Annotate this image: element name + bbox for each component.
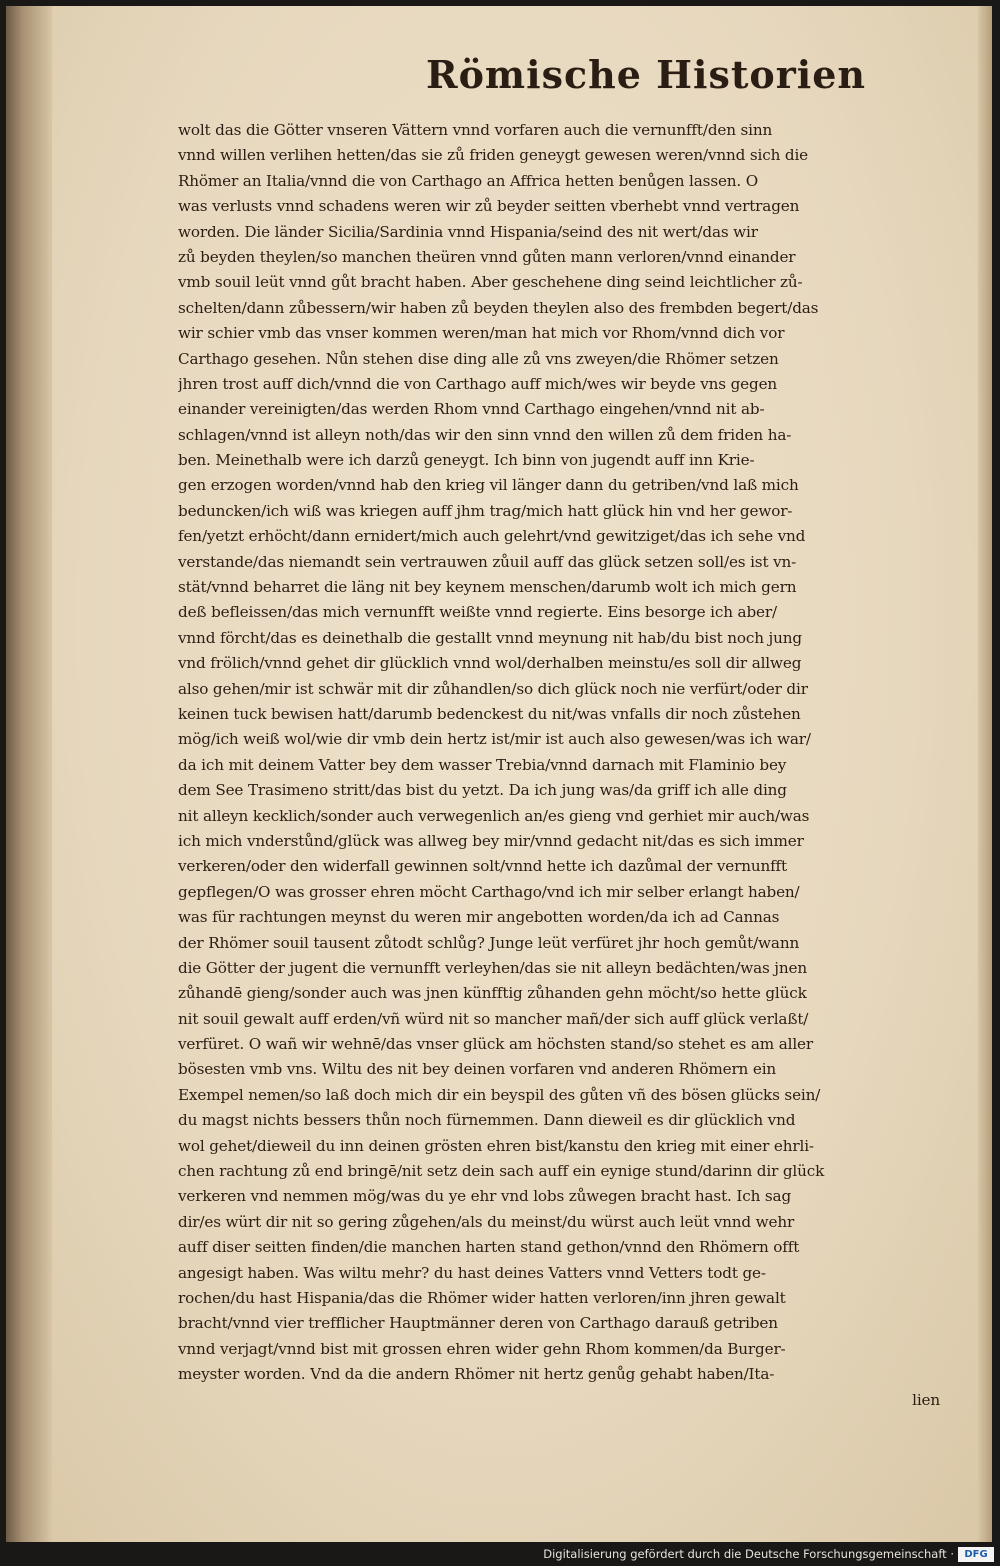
text-line: vnnd willen verlihen hetten/das sie zů friden geneygt gewesen weren/vnnd sich die [178, 146, 808, 165]
text-line: dir/es würt dir nit so gering zůgehen/als du meinst/du würst auch leüt vnnd wehr [178, 1212, 795, 1231]
text-line: Exempel nemen/so laß doch mich dir ein beyspil des gůten vñ des bösen glücks sein/ [178, 1085, 821, 1104]
text-line: meyster worden. Vnd da die andern Rhömer nit hertz genůg gehabt haben/Ita- [178, 1365, 775, 1384]
text-line: bracht/vnnd vier trefflicher Hauptmänner deren von Carthago darauß getriben [178, 1314, 778, 1333]
text-line: was verlusts vnnd schadens weren wir zů beyder seitten vberhebt vnnd vertragen [178, 197, 800, 216]
text-line: keinen tuck bewisen hatt/darumb bedenckest du nit/was vnfalls dir noch zůstehen [178, 704, 801, 723]
text-line: schlagen/vnnd ist alleyn noth/das wir den sinn vnnd den willen zů dem friden ha- [178, 425, 792, 444]
text-line: verkeren vnd nemmen mög/was du ye ehr vnd lobs zůwegen bracht hast. Ich sag [178, 1187, 792, 1206]
text-line: verkeren/oder den widerfall gewinnen solt/vnnd hette ich dazůmal der vernunfft [178, 857, 787, 876]
text-line: vmb souil leüt vnnd gůt bracht haben. Aber geschehene ding seind leichtlicher zů- [178, 273, 803, 292]
text-line: einander vereinigten/das werden Rhom vnnd Carthago eingehen/vnnd nit ab- [178, 400, 765, 419]
text-line: angesigt haben. Was wiltu mehr? du hast deines Vatters vnnd Vetters todt ge- [178, 1263, 766, 1282]
text-line: also gehen/mir ist schwär mit dir zůhandlen/so dich glück noch nie verfürt/oder dir [178, 679, 808, 698]
page-gutter [6, 6, 52, 1542]
text-line: chen rachtung zů end bringē/nit setz dein sach auff ein eynige stund/darinn dir glück [178, 1162, 825, 1181]
text-line: mög/ich weiß wol/wie dir vmb dein hertz ist/mir ist auch also gewesen/was ich war/ [178, 730, 811, 749]
text-line: wol gehet/dieweil du inn deinen grösten ehren bist/kanstu den krieg mit einer ehrli- [178, 1136, 814, 1155]
text-line: was für rachtungen meynst du weren mir angebotten worden/da ich ad Cannas [178, 908, 780, 927]
text-line: dem See Trasimeno stritt/das bist du yetzt. Da ich jung was/da griff ich alle ding [178, 781, 787, 800]
text-line: verstande/das niemandt sein vertrauwen zůuil auff das glück setzen soll/es ist vn- [178, 552, 797, 571]
footer-bar [0, 1544, 1000, 1566]
text-line: der Rhömer souil tausent zůtodt schlůg? Junge leüt verfüret jhr hoch gemůt/wann [178, 933, 800, 952]
text-line: Rhömer an Italia/vnnd die von Carthago an Affrica hetten benůgen lassen. O [178, 171, 759, 190]
text-line: worden. Die länder Sicilia/Sardinia vnnd Hispania/seind des nit wert/das wir [178, 222, 758, 241]
text-line: gen erzogen worden/vnnd hab den krieg vil länger dann du getriben/vnd laß mich [178, 476, 799, 495]
text-line: bösesten vmb vns. Wiltu des nit bey deinen vorfaren vnd anderen Rhömern ein [178, 1060, 777, 1079]
page-edge [978, 6, 992, 1542]
text-line: rochen/du hast Hispania/das die Rhömer wider hatten verloren/inn jhren gewalt [178, 1288, 786, 1307]
text-line: jhren trost auff dich/vnnd die von Carthago auff mich/wes wir beyde vns gegen [178, 374, 778, 393]
text-line: deß befleissen/das mich vernunfft weißte vnnd regierte. Eins besorge ich aber/ [178, 603, 777, 622]
book-page [6, 6, 992, 1542]
text-line: schelten/dann zůbessern/wir haben zů beyden theylen also des frembden begert/das [178, 298, 819, 317]
text-line: beduncken/ich wiß was kriegen auff jhm trag/mich hatt glück hin vnd her gewor- [178, 501, 793, 520]
funding-credit: Digitalisierung gefördert durch die Deutsche Forschungsgemeinschaft · [543, 1547, 954, 1561]
text-line: ben. Meinethalb were ich darzů geneygt. Ich binn von jugendt auff inn Krie- [178, 451, 755, 470]
text-line: wir schier vmb das vnser kommen weren/man hat mich vor Rhom/vnnd dich vor [178, 324, 785, 343]
running-head: Römische Historien [426, 52, 867, 97]
text-line: vnd frölich/vnnd gehet dir glücklich vnnd wol/derhalben meinstu/es soll dir allweg [178, 654, 802, 673]
catchword: lien [912, 1390, 940, 1409]
text-line: nit alleyn kecklich/sonder auch verwegenlich an/es gieng vnd gerhiet mir auch/was [178, 806, 810, 825]
text-line: verfüret. O wañ wir wehnē/das vnser glück am höchsten stand/so stehet es am aller [178, 1035, 813, 1054]
text-line: zů beyden theylen/so manchen theüren vnnd gůten mann verloren/vnnd einander [178, 247, 796, 266]
text-line: da ich mit deinem Vatter bey dem wasser Trebia/vnnd darnach mit Flaminio bey [178, 755, 787, 774]
text-line: vnnd verjagt/vnnd bist mit grossen ehren wider gehn Rhom kommen/da Burger- [178, 1339, 786, 1358]
text-block [178, 118, 978, 1413]
text-line: fen/yetzt erhöcht/dann ernidert/mich auch gelehrt/vnd gewitziget/das ich sehe vnd [178, 527, 806, 546]
text-line: vnnd förcht/das es deinethalb die gestallt vnnd meynung nit hab/du bist noch jung [178, 628, 802, 647]
text-line: gepflegen/O was grosser ehren möcht Carthago/vnd ich mir selber erlangt haben/ [178, 882, 800, 901]
text-line: du magst nichts bessers thůn noch fürnemmen. Dann dieweil es dir glücklich vnd [178, 1111, 796, 1130]
text-line: nit souil gewalt auff erden/vñ würd nit so mancher mañ/der sich auff glück verlaßt/ [178, 1009, 809, 1028]
text-line: stät/vnnd beharret die läng nit bey keynem menschen/darumb wolt ich mich gern [178, 578, 797, 597]
text-line: ich mich vnderstůnd/glück was allweg bey mir/vnnd gedacht nit/das es sich immer [178, 831, 804, 850]
dfg-logo: DFG [958, 1547, 994, 1562]
text-line: wolt das die Götter vnseren Vättern vnnd vorfaren auch die vernunfft/den sinn [178, 121, 773, 139]
text-line: auff diser seitten finden/die manchen harten stand gethon/vnnd den Rhömern offt [178, 1238, 800, 1257]
text-line: zůhandē gieng/sonder auch was jnen künfftig zůhanden gehn möcht/so hette glück [178, 984, 807, 1003]
text-line: die Götter der jugent die vernunfft verleyhen/das sie nit alleyn bedächten/was jnen [178, 958, 807, 977]
text-line: Carthago gesehen. Nůn stehen dise ding alle zů vns zweyen/die Rhömer setzen [178, 349, 779, 368]
